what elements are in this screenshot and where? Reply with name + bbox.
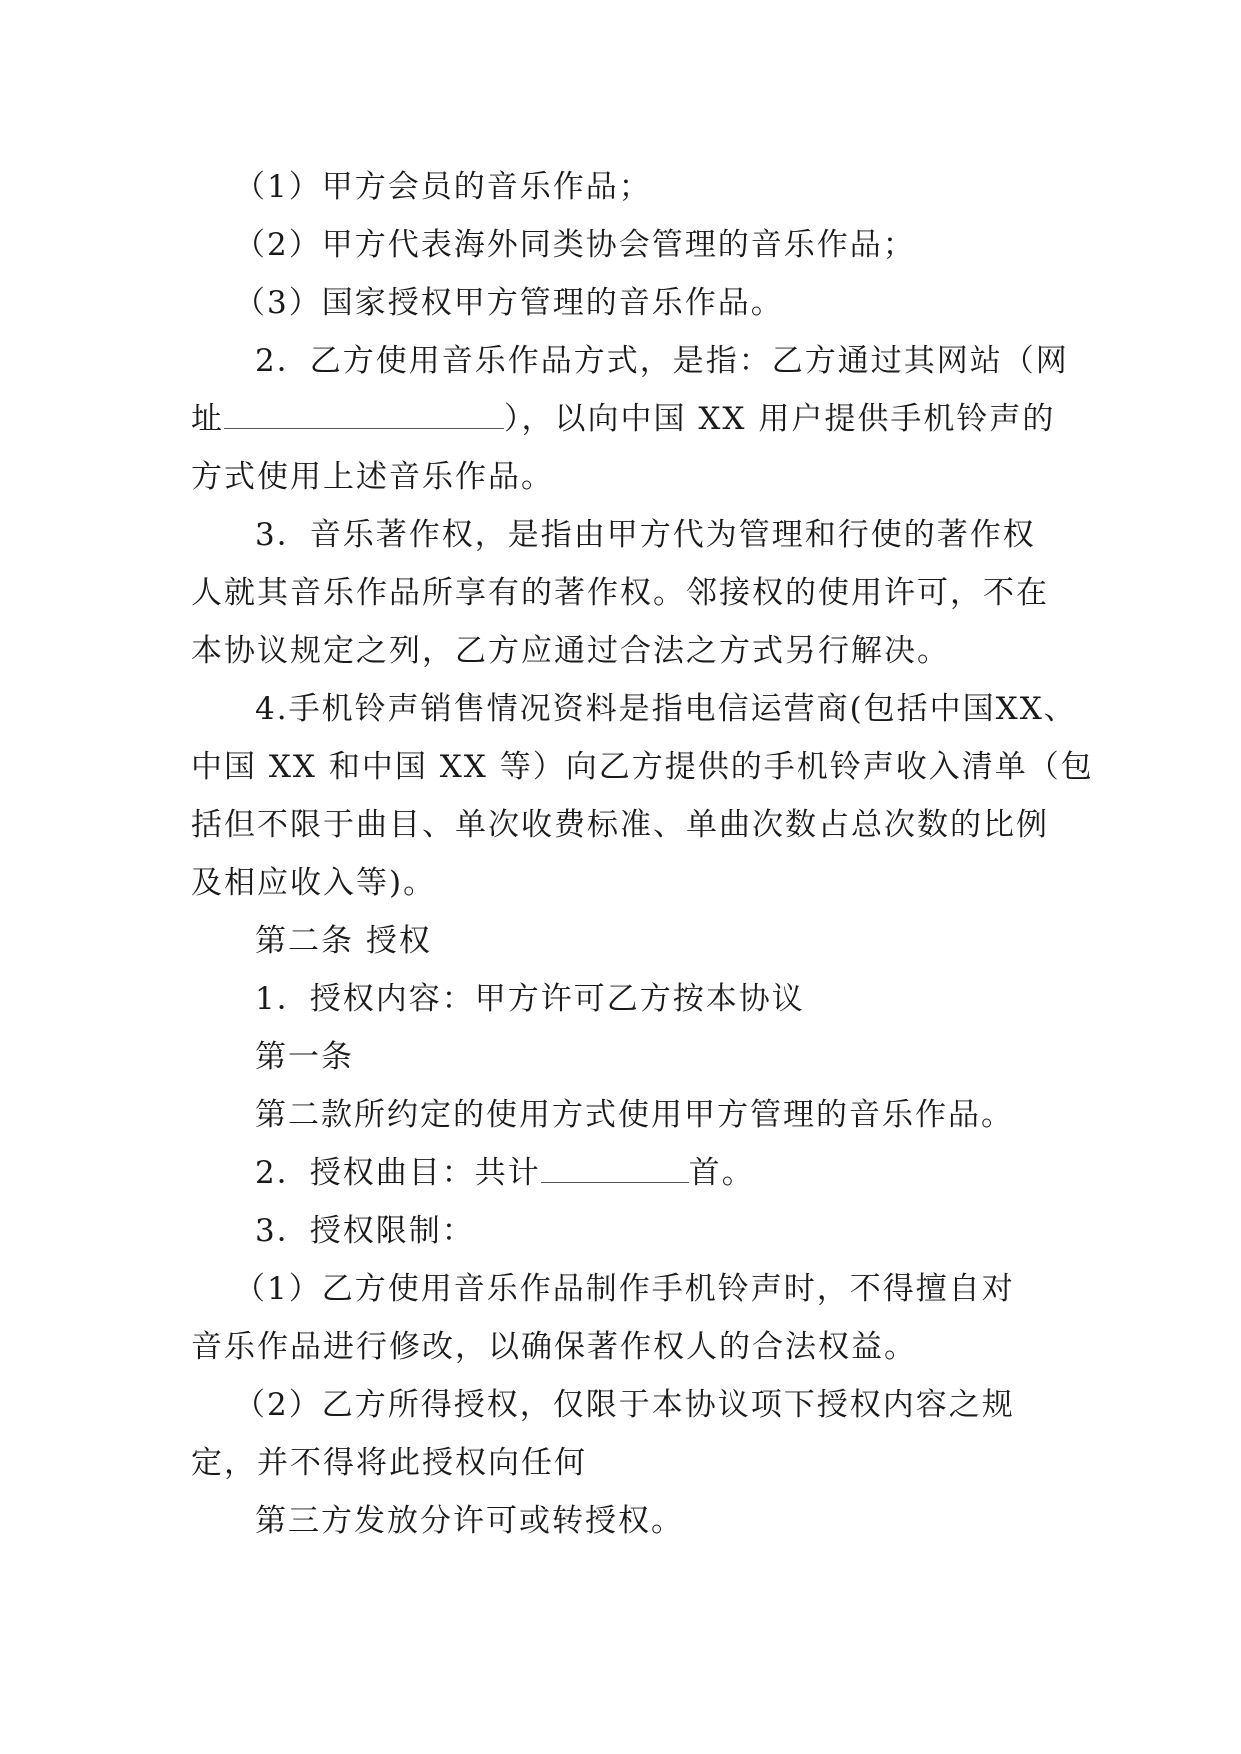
clause-3-copyright-line2: 人就其音乐作品所享有的著作权。邻接权的使用许可，不在 (191, 575, 1049, 611)
restriction-2-line2: 定，并不得将此授权向任何 (191, 1445, 587, 1481)
tracks-prefix: 2．授权曲目：共计 (255, 1155, 541, 1191)
article-1-reference: 第一条 (255, 1039, 354, 1075)
paragraph-2-reference: 第二款所约定的使用方式使用甲方管理的音乐作品。 (255, 1097, 1014, 1133)
track-count-blank (541, 1148, 689, 1183)
authorization-content: 1．授权内容：甲方许可乙方按本协议 (255, 981, 805, 1017)
item-1-members-works: （1）甲方会员的音乐作品； (234, 169, 652, 205)
clause-4-sales-data-line1: 4.手机铃声销售情况资料是指电信运营商(包括中国XX、 (255, 691, 1077, 727)
restriction-1-line2: 音乐作品进行修改，以确保著作权人的合法权益。 (191, 1329, 917, 1365)
item-3-state-authorized-works: （3）国家授权甲方管理的音乐作品。 (234, 285, 784, 321)
clause-3-copyright-line3: 本协议规定之列，乙方应通过合法之方式另行解决。 (191, 633, 950, 669)
clause-4-sales-data-line4: 及相应收入等)。 (191, 865, 437, 901)
clause-2-usage-method-line3: 方式使用上述音乐作品。 (191, 459, 554, 495)
authorized-tracks (191, 1144, 1071, 1202)
url-prefix: 址 (191, 401, 224, 437)
restriction-2-line3: 第三方发放分许可或转授权。 (255, 1503, 684, 1539)
clause-2-usage-method-line1: 2．乙方使用音乐作品方式，是指：乙方通过其网站（网 (255, 343, 1069, 379)
authorization-restrictions: 3．授权限制： (255, 1213, 475, 1249)
article-2-heading: 第二条 授权 (255, 923, 432, 959)
clause-4-sales-data-line3: 括但不限于曲目、单次收费标准、单曲次数占总次数的比例 (191, 807, 1049, 843)
clause-2-usage-method-line2 (191, 390, 1071, 448)
item-2-overseas-works: （2）甲方代表海外同类协会管理的音乐作品； (234, 227, 916, 263)
website-url-blank (224, 394, 504, 429)
url-suffix: ），以向中国 XX 用户提供手机铃声的 (504, 401, 1056, 437)
document-body (191, 158, 1094, 1550)
tracks-suffix: 首。 (688, 1155, 755, 1191)
restriction-1-line1: （1）乙方使用音乐作品制作手机铃声时，不得擅自对 (234, 1271, 1015, 1307)
clause-3-copyright-line1: 3．音乐著作权，是指由甲方代为管理和行使的著作权 (255, 517, 1036, 553)
restriction-2-line1: （2）乙方所得授权，仅限于本协议项下授权内容之规 (234, 1387, 1015, 1423)
clause-4-sales-data-line2: 中国 XX 和中国 XX 等）向乙方提供的手机铃声收入清单（包 (191, 749, 1094, 785)
